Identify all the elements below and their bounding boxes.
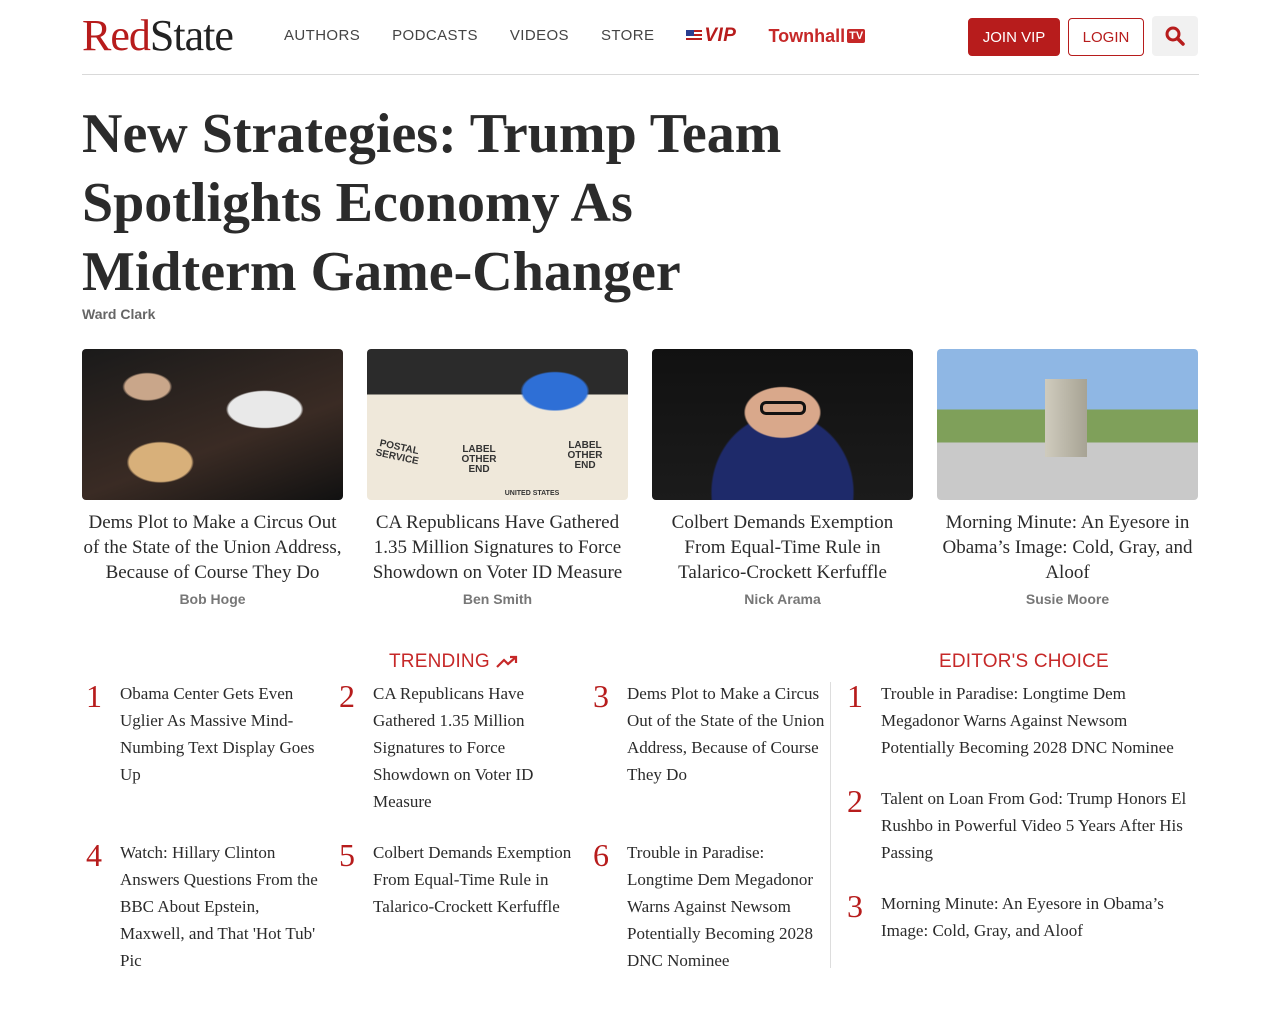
trending-item[interactable] — [589, 680, 834, 788]
article-title[interactable]: Colbert Demands Exemption From Equal-Time Rule in Talarico-Crockett Kerfuffle — [671, 512, 894, 583]
article-card[interactable] — [652, 349, 913, 607]
editors-choice-link[interactable]: Talent on Loan From God: Trump Honors El Rushbo in Powerful Video 5 Years After His Passing — [881, 789, 1187, 862]
trending-link[interactable]: Watch: Hillary Clinton Answers Questions From the BBC About Epstein, Maxwell, and That 'Hot Tub' Pic — [120, 843, 318, 970]
trending-link[interactable]: CA Republicans Have Gathered 1.35 Million Signatures to Force Showdown on Voter ID Measure — [373, 684, 534, 811]
flag-icon — [686, 30, 702, 42]
article-image[interactable] — [937, 349, 1198, 500]
trending-item[interactable] — [82, 680, 327, 788]
trending-number: 4 — [86, 837, 102, 873]
image-tower-shape — [1045, 379, 1087, 457]
image-text-usa: UNITED STATES — [504, 490, 560, 497]
nav-podcasts[interactable]: PODCASTS — [392, 27, 478, 44]
headline-author[interactable]: Ward Clark — [82, 306, 156, 322]
trending-up-icon — [496, 655, 518, 669]
trending-title: TRENDING — [389, 651, 490, 672]
search-button[interactable] — [1152, 16, 1198, 56]
trending-number: 3 — [593, 678, 609, 714]
logo-black-text: State — [149, 11, 233, 60]
nav-videos[interactable]: VIDEOS — [509, 27, 569, 44]
image-glasses-shape — [760, 401, 806, 415]
article-cards — [82, 349, 1198, 607]
trending-item[interactable] — [335, 680, 580, 815]
trending-number: 6 — [593, 837, 609, 873]
trending-item[interactable] — [589, 839, 834, 974]
editors-choice-item[interactable] — [843, 680, 1203, 761]
trending-item[interactable] — [335, 839, 580, 920]
editors-choice-heading: EDITOR'S CHOICE — [939, 651, 1109, 672]
editors-choice-item[interactable] — [843, 785, 1203, 866]
article-author[interactable]: Ben Smith — [462, 591, 533, 607]
search-icon — [1165, 26, 1185, 46]
trending-link[interactable]: Colbert Demands Exemption From Equal-Time Rule in Talarico-Crockett Kerfuffle — [373, 843, 572, 916]
trending-number: 2 — [339, 678, 355, 714]
main-nav — [284, 25, 865, 47]
trending-heading — [389, 651, 518, 673]
image-text-postal: POSTAL SERVICE — [374, 438, 420, 468]
townhall-label: Townhall — [768, 25, 846, 46]
site-header — [82, 0, 1199, 75]
logo-red-text: Red — [82, 11, 150, 60]
trending-number: 5 — [339, 837, 355, 873]
article-title[interactable]: Morning Minute: An Eyesore in Obama’s Image: Cold, Gray, and Aloof — [942, 512, 1193, 583]
trending-link[interactable]: Trouble in Paradise: Longtime Dem Megadonor Warns Against Newsom Potentially Becoming 2028 DNC Nominee — [627, 843, 814, 970]
trending-link[interactable]: Dems Plot to Make a Circus Out of the State of the Union Address, Because of Course They Do — [627, 684, 825, 784]
image-text-label-1: LABEL OTHER END — [461, 444, 497, 475]
article-title[interactable]: CA Republicans Have Gathered 1.35 Million Signatures to Force Showdown on Voter ID Measure — [372, 512, 623, 583]
article-card[interactable] — [937, 349, 1198, 607]
vip-label: VIP — [704, 25, 737, 46]
site-logo[interactable] — [82, 12, 233, 60]
article-author[interactable]: Bob Hoge — [179, 591, 246, 607]
login-button[interactable]: LOGIN — [1068, 18, 1144, 56]
trending-link[interactable]: Obama Center Gets Even Uglier As Massive Mind-Numbing Text Display Goes Up — [120, 684, 315, 784]
nav-authors[interactable]: AUTHORS — [284, 27, 361, 44]
section-divider — [830, 682, 831, 968]
article-author[interactable]: Susie Moore — [1025, 591, 1110, 607]
nav-store[interactable]: STORE — [600, 27, 655, 44]
article-card[interactable] — [367, 349, 628, 607]
tv-badge: TV — [849, 30, 864, 42]
editors-choice-item[interactable] — [843, 890, 1203, 944]
editors-choice-link[interactable]: Morning Minute: An Eyesore in Obama’s Image: Cold, Gray, and Aloof — [881, 894, 1164, 940]
article-author[interactable]: Nick Arama — [744, 591, 821, 607]
article-image[interactable] — [82, 349, 343, 500]
editors-choice-number: 2 — [847, 783, 863, 819]
trending-number: 1 — [86, 678, 102, 714]
nav-vip[interactable] — [686, 25, 736, 47]
article-title[interactable]: Dems Plot to Make a Circus Out of the State of the Union Address, Because of Course They Do — [83, 512, 342, 583]
join-vip-button[interactable]: JOIN VIP — [968, 18, 1060, 56]
headline-title[interactable]: New Strategies: Trump Team Spotlights Economy As Midterm Game-Changer — [82, 103, 782, 303]
article-image[interactable] — [367, 349, 628, 500]
image-text-label-2: LABEL OTHER END — [567, 440, 603, 471]
editors-choice-number: 1 — [847, 678, 863, 714]
nav-townhall-tv[interactable] — [768, 26, 865, 47]
article-card[interactable] — [82, 349, 343, 607]
editors-choice-link[interactable]: Trouble in Paradise: Longtime Dem Megadonor Warns Against Newsom Potentially Becoming 2028 DNC Nominee — [881, 684, 1174, 757]
trending-item[interactable] — [82, 839, 327, 974]
article-image[interactable] — [652, 349, 913, 500]
editors-choice-number: 3 — [847, 888, 863, 924]
